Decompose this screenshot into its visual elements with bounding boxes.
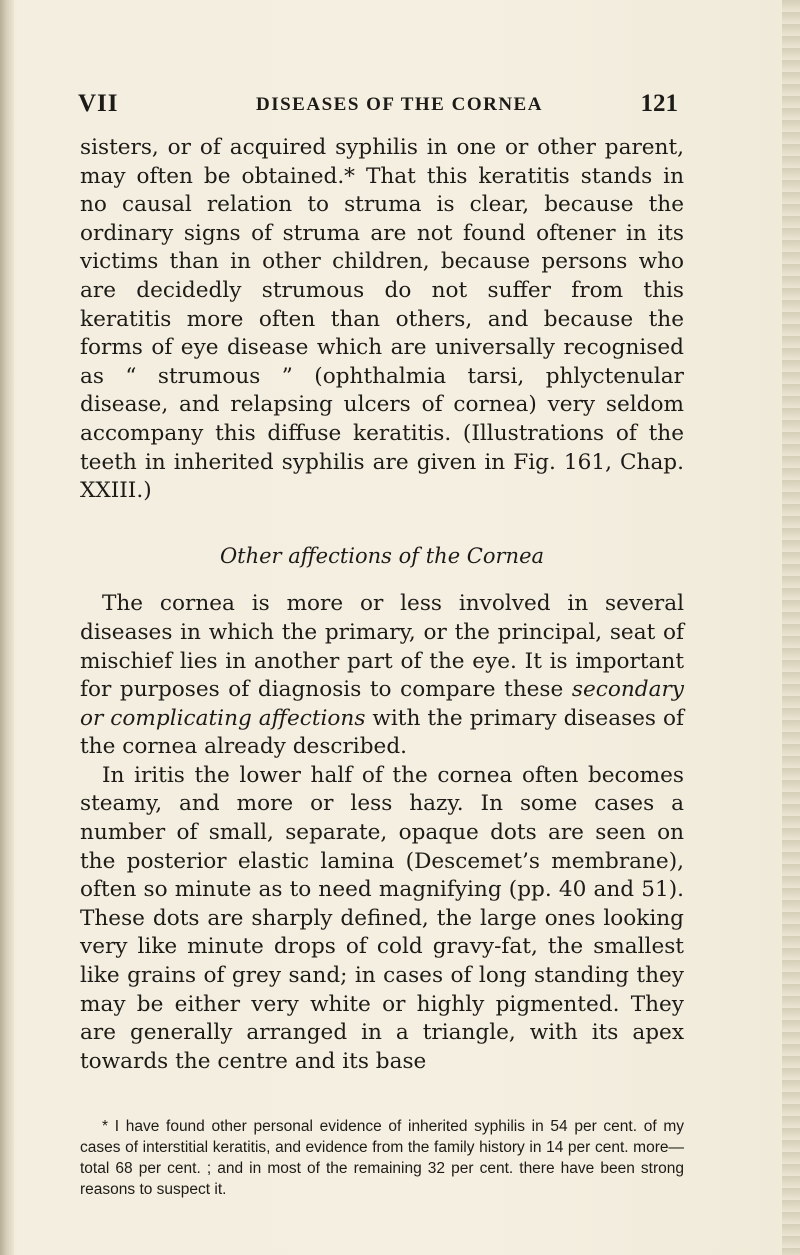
page-edge — [782, 0, 800, 1255]
footnote: * I have found other personal evidence of inherited syphilis in 54 per cent. of my cases of interstitial keratitis, and evidence from the family history in 14 per cent. more—total 68 per cent. ; and in most of the remaining 32 per cent. there have been strong reasons to suspect it. — [80, 1118, 684, 1198]
chapter-number: VII — [78, 90, 119, 117]
running-title: DISEASES OF THE CORNEA — [256, 94, 543, 115]
paragraph-text-end: with the primary diseases of the cornea already described. — [80, 705, 684, 760]
paragraph-secondary-affections — [80, 590, 684, 762]
paragraph-iritis: In iritis the lower half of the cornea often becomes steamy, and more or less hazy. In some cases a number of small, separate, opaque dots are seen on the posterior elastic lamina (Descemet’s membrane), often so minute as to need magnifying (pp. 40 and 51). These dots are sharply defined, the large ones looking very like minute drops of cold gravy-fat, the smallest like grains of grey sand; in cases of long standing they may be either very white or highly pigmented. They are generally arranged in a triangle, with its apex towards the centre and its base — [80, 762, 684, 1074]
paragraph-text-start: The cornea is more or less involved in several diseases in which the primary, or the principal, seat of mischief lies in another part of the eye. It is important for purposes of diagnosis to compare these — [80, 591, 684, 703]
paragraph-syphilis: sisters, or of acquired syphilis in one or other parent, may often be obtained.* That this keratitis stands in no causal relation to struma is clear, because the ordinary signs of struma are not found oftener in its victims than in other children, because persons who are decidedly strumous do not suffer from this keratitis more often than others, and because the forms of eye disease which are universally recognised as “ strumous ” (ophthalmia tarsi, phlyctenular disease, and relapsing ulcers of cornea) very seldom accompany this diffuse keratitis. (Illustrations of the teeth in inherited syphilis are given in Fig. 161, Chap. XXIII.) — [80, 135, 684, 504]
page-number: 121 — [640, 90, 678, 117]
page-spine-shadow — [0, 0, 14, 1255]
running-header — [78, 90, 678, 130]
paragraph-italic-phrase: secondary or complicating affections — [80, 677, 684, 731]
body-text — [80, 134, 684, 1076]
section-heading: Other affections of the Cornea — [219, 543, 545, 568]
